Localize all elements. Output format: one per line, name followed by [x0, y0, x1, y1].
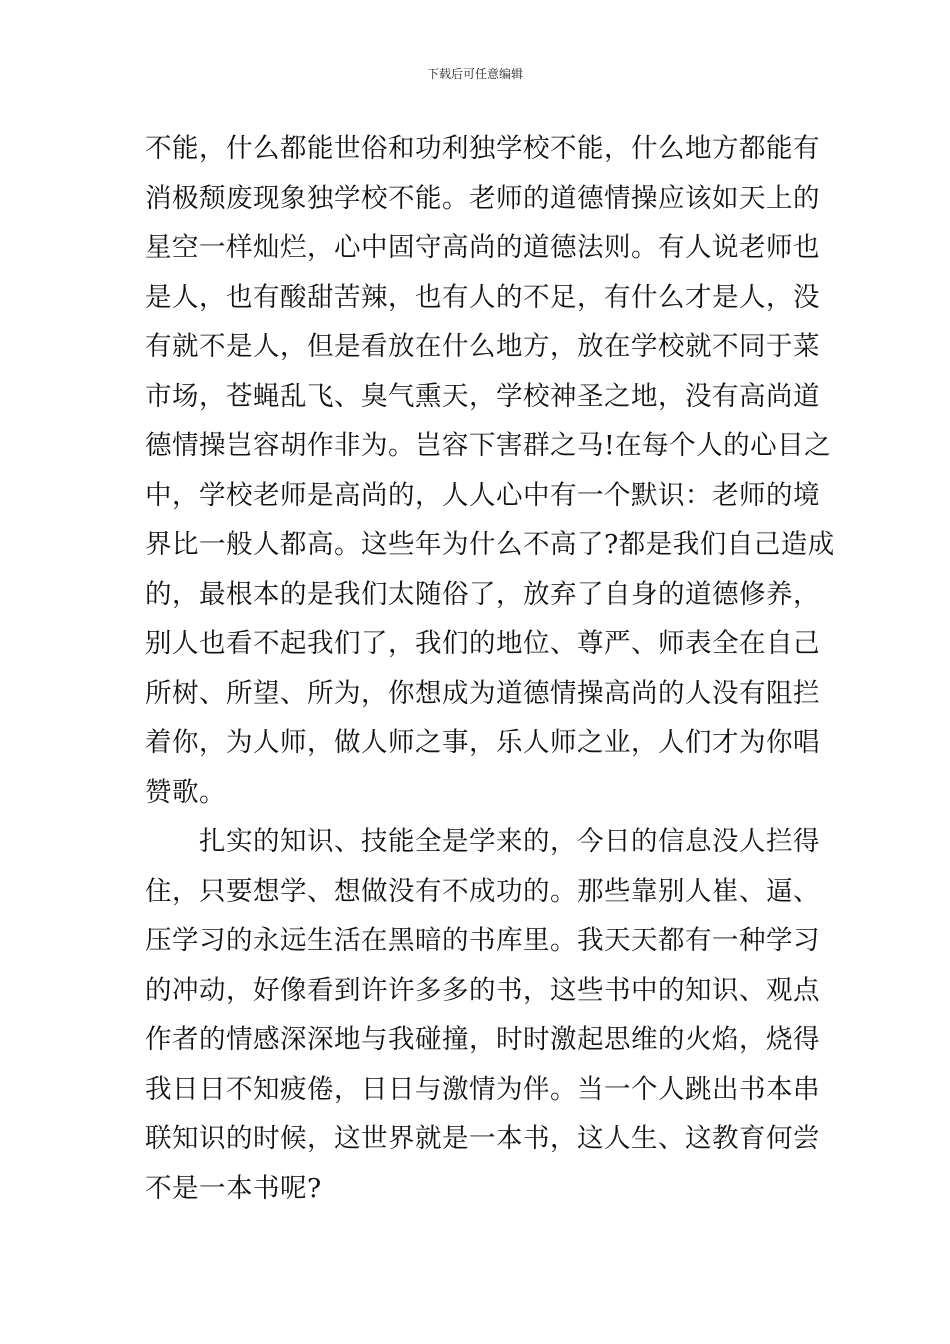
text-line: 市场，苍蝇乱飞、臭气熏天，学校神圣之地，没有高尚道 [145, 380, 820, 412]
text-line: 不能，什么都能世俗和功利独学校不能，什么地方都能有 [145, 133, 820, 164]
text-line: 我日日不知疲倦，日日与激情为伴。当一个人跳出书本串 [145, 1073, 820, 1105]
text-line: 作者的情感深深地与我碰撞，时时激起思维的火焰，烧得 [145, 1024, 820, 1055]
text-line: 是人，也有酸甜苦辣，也有人的不足，有什么才是人，没 [145, 281, 820, 313]
text-line: 不是一本书呢? [145, 1172, 322, 1204]
paragraph-1 [145, 124, 835, 817]
text-line: 的冲动，好像看到许许多多的书，这些书中的知识、观点 [145, 974, 820, 1006]
paragraph-2 [145, 817, 820, 1213]
text-line: 着你，为人师，做人师之事，乐人师之业，人们才为你唱 [145, 727, 820, 758]
text-line: 压学习的永远生活在黑暗的书库里。我天天都有一种学习 [145, 925, 820, 956]
text-line: 扎实的知识、技能全是学来的，今日的信息没人拦得 [145, 826, 820, 857]
text-line: 住，只要想学、想做没有不成功的。那些靠别人崔、逼、 [145, 875, 820, 907]
text-line: 所树、所望、所为，你想成为道德情操高尚的人没有阻拦 [145, 677, 820, 709]
text-line: 消极颓废现象独学校不能。老师的道德情操应该如天上的 [145, 182, 820, 214]
text-line: 有就不是人，但是看放在什么地方，放在学校就不同于菜 [145, 331, 820, 362]
text-line: 赞歌。 [145, 776, 226, 808]
text-line: 界比一般人都高。这些年为什么不高了?都是我们自己造成 [145, 529, 835, 560]
text-line: 德情操岂容胡作非为。岂容下害群之马!在每个人的心目之 [145, 430, 832, 461]
text-line: 中，学校老师是高尚的，人人心中有一个默识：老师的境 [145, 479, 820, 511]
page-header: 下载后可任意编辑 [426, 67, 523, 81]
text-line: 别人也看不起我们了，我们的地位、尊严、师表全在自己 [145, 628, 820, 659]
text-line: 的，最根本的是我们太随俗了，放弃了自身的道德修养， [145, 578, 820, 610]
document-body [145, 124, 835, 1213]
text-line: 联知识的时候，这世界就是一本书，这人生、这教育何尝 [145, 1123, 820, 1154]
text-line: 星空一样灿烂，心中固守高尚的道德法则。有人说老师也 [145, 232, 820, 263]
